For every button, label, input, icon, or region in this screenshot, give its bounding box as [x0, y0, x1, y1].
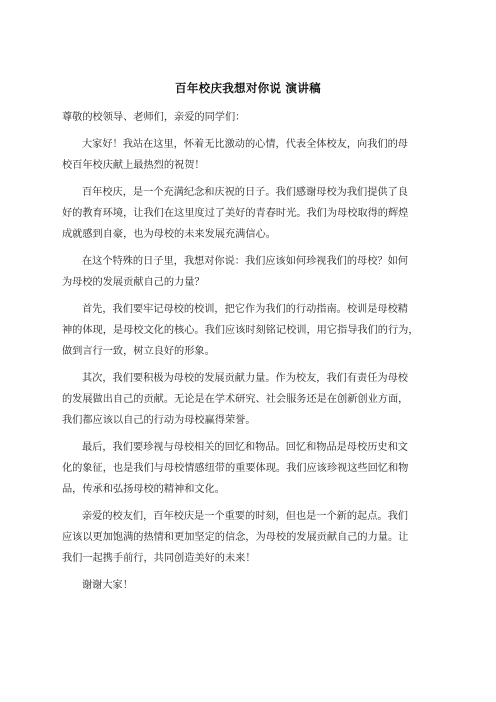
- text-line: 亲爱的校友们，百年校庆是一个重要的时刻，但也是一个新的起点。我们: [82, 511, 408, 522]
- text-line: 品，传承和弘扬母校的精神和文化。: [62, 484, 225, 495]
- text-line: 谢谢大家！: [82, 580, 133, 591]
- text-line: 其次，我们要积极为母校的发展贡献力量。作为校友，我们有责任为母校: [82, 373, 408, 384]
- text-line: 百年校庆，是一个充满纪念和庆祝的日子。我们感谢母校为我们提供了良: [82, 187, 408, 198]
- document-body: [62, 107, 434, 602]
- paragraph: [62, 437, 434, 500]
- paragraph: [62, 299, 434, 362]
- text-line: 的发展做出自己的贡献。无论是在学术研究、社会服务还是在创新创业方面，: [62, 394, 409, 405]
- text-line: 神的体现，是母校文化的核心。我们应该时刻铭记校训，用它指导我们的行为，: [62, 325, 419, 336]
- paragraph: [62, 182, 434, 245]
- text-line: 为母校的发展贡献自己的力量？: [62, 277, 205, 288]
- text-line: 首先，我们要牢记母校的校训，把它作为我们的行动指南。校训是母校精: [82, 304, 408, 315]
- text-line: 最后，我们要珍视与母校相关的回忆和物品。回忆和物品是母校历史和文: [82, 442, 408, 453]
- paragraph: [62, 575, 434, 596]
- text-line: 在这个特殊的日子里，我想对你说：我们应该如何珍视我们的母校？如何: [82, 256, 408, 267]
- paragraph: [62, 107, 434, 128]
- text-line: 大家好！我站在这里，怀着无比激动的心情，代表全体校友，向我们的母: [82, 139, 408, 150]
- text-line: 尊敬的校领导、老师们，亲爱的同学们：: [62, 112, 246, 123]
- text-line: 化的象征，也是我们与母校情感纽带的重要体现。我们应该珍视这些回忆和物: [62, 463, 409, 474]
- text-line: 我们都应该以自己的行动为母校赢得荣誉。: [62, 415, 256, 426]
- paragraph: [62, 506, 434, 569]
- text-line: 做到言行一致，树立良好的形象。: [62, 346, 215, 357]
- paragraph: [62, 368, 434, 431]
- paragraph: [62, 251, 434, 293]
- text-line: 应该以更加饱满的热情和更加坚定的信念，为母校的发展贡献自己的力量。让: [62, 532, 409, 543]
- text-line: 成就感到自豪，也为母校的未来发展充满信心。: [62, 229, 276, 240]
- text-line: 我们一起携手前行，共同创造美好的未来！: [62, 553, 256, 564]
- text-line: 好的教育环境，让我们在这里度过了美好的青春时光。我们为母校取得的辉煌: [62, 208, 409, 219]
- document-title: 百年校庆我想对你说 演讲稿: [175, 81, 321, 95]
- text-line: 校百年校庆献上最热烈的祝贺！: [62, 160, 205, 171]
- paragraph: [62, 134, 434, 176]
